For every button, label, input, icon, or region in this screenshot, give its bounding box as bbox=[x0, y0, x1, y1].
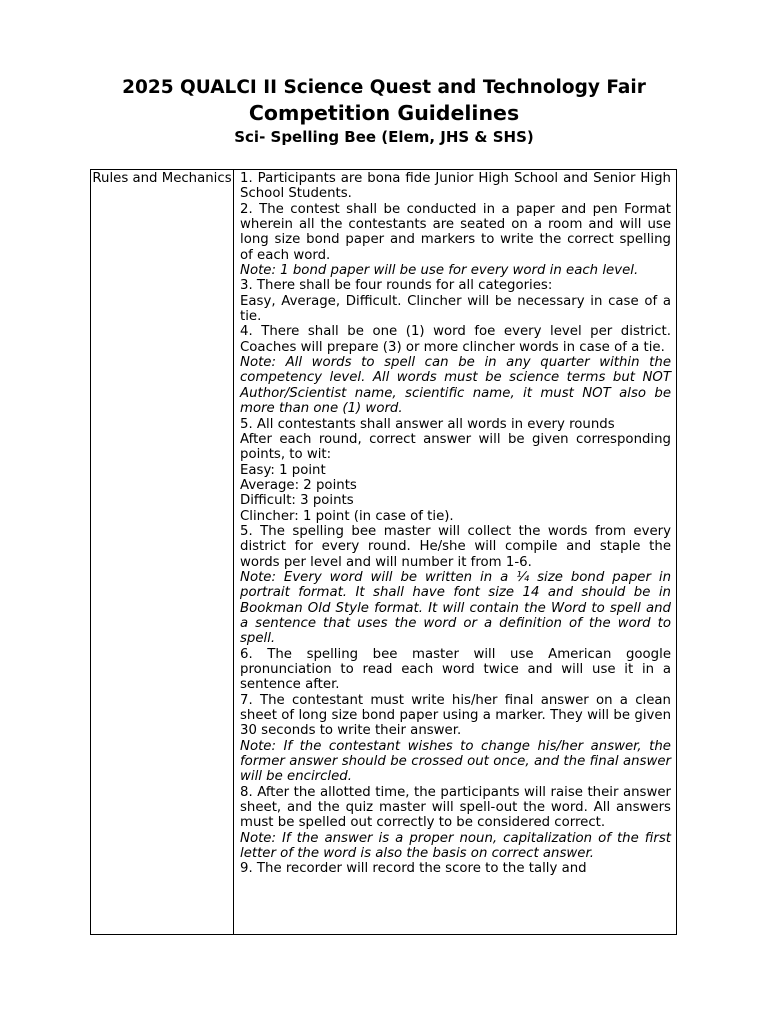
rule-note: Note: If the answer is a proper noun, capitalization of the first letter of the word is also the basis on correct answer. bbox=[240, 830, 671, 862]
rule-note: Note: If the contestant wishes to change his/her answer, the former answer should be crossed out once, and the final answer will be encircled. bbox=[240, 738, 671, 785]
rule-item: 6. The spelling bee master will use American google pronunciation to read each word twice and will use it in a sentence after. bbox=[240, 646, 671, 693]
rule-item: Easy: 1 point bbox=[240, 462, 326, 478]
rule-note: Note: Every word will be written in a ¼ size bond paper in portrait format. It shall have font size 14 and should be in Bookman Old Style format. It will contain the Word to spell and a sentence that uses the word or a definition of the word to spell. bbox=[240, 569, 671, 647]
document-title: 2025 QUALCI II Science Quest and Technology Fair bbox=[122, 77, 646, 98]
rule-note: Note: All words to spell can be in any quarter within the competency level. All words must be science terms but NOT Author/Scientist name, scientific name, it must NOT also be more than one (1) word. bbox=[240, 355, 671, 417]
rule-item: 3. There shall be four rounds for all categories: bbox=[240, 278, 553, 294]
document-subtitle: Competition Guidelines bbox=[248, 101, 520, 125]
rule-item: 4. There shall be one (1) word foe every level per district. Coaches will prepare (3) or more clincher words in case of a tie. bbox=[240, 324, 671, 355]
rule-item: Difficult: 3 points bbox=[240, 493, 354, 509]
rule-item: 7. The contestant must write his/her final answer on a clean sheet of long size bond paper using a marker. They will be given 30 seconds to write their answer. bbox=[240, 692, 671, 739]
rule-item: 1. Participants are bona fide Junior High School and Senior High School Students. bbox=[240, 171, 671, 202]
rule-item: 5. All contestants shall answer all words in every rounds bbox=[240, 416, 615, 432]
rule-item: Average: 2 points bbox=[240, 477, 357, 493]
title-block bbox=[0, 76, 768, 147]
guidelines-table bbox=[90, 169, 677, 935]
rule-item: 2. The contest shall be conducted in a paper and pen Format wherein all the contestants are seated on a room and will use long size bond paper and markers to write the correct spelling of each word. bbox=[240, 201, 671, 263]
competition-category: Sci- Spelling Bee (Elem, JHS & SHS) bbox=[234, 128, 534, 146]
rules-label: Rules and Mechanics bbox=[92, 171, 232, 186]
rule-item: 8. After the allotted time, the participants will raise their answer sheet, and the quiz master will spell-out the word. All answers must be spelled out correctly to be considered correct. bbox=[240, 784, 671, 831]
rule-item: 9. The recorder will record the score to the tally and bbox=[240, 861, 587, 877]
rule-item: After each round, correct answer will be given corresponding points, to wit: bbox=[240, 431, 671, 463]
rule-item: Easy, Average, Difficult. Clincher will be necessary in case of a tie. bbox=[240, 293, 671, 325]
rule-note: Note: 1 bond paper will be use for every word in each level. bbox=[240, 263, 639, 279]
rules-content-cell bbox=[240, 171, 671, 877]
rule-item: Clincher: 1 point (in case of tie). bbox=[240, 508, 454, 524]
rule-item: 5. The spelling bee master will collect the words from every district for every round. He/she will compile and staple the words per level and will number it from 1-6. bbox=[240, 523, 671, 570]
rules-label-cell bbox=[91, 170, 234, 934]
